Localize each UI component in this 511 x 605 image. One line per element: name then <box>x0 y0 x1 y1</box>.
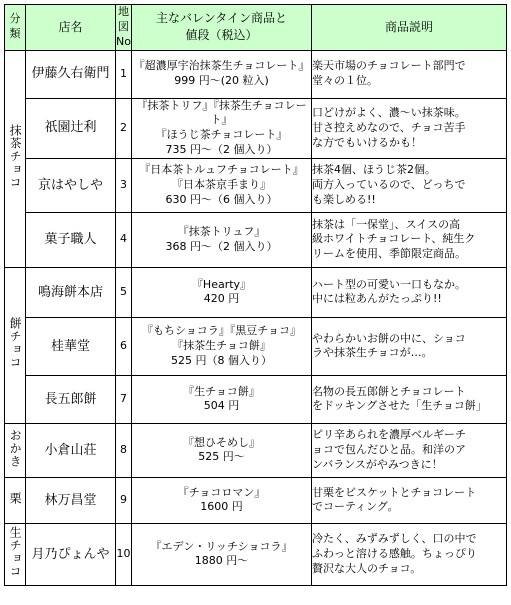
valentine-shop-table <box>4 4 507 586</box>
map-number: 6 <box>116 317 132 375</box>
header-row <box>5 5 507 51</box>
header-category: 分 類 <box>5 5 26 51</box>
table-row <box>5 98 507 158</box>
map-number: 4 <box>116 212 132 267</box>
map-number: 8 <box>116 423 132 477</box>
table-row <box>5 158 507 212</box>
product-cell: 『抹茶トリフ』『抹茶生チョコレート』 『ほうじ茶チョコレート』 735 円〜（2 個入り） <box>132 98 312 158</box>
category-okaki: おかき <box>5 423 26 477</box>
header-description: 商品説明 <box>312 5 507 51</box>
description-cell: 楽天市場のチョコレート部門で 堂々の１位。 <box>312 50 507 98</box>
shop-name: 長五郎餅 <box>26 375 116 423</box>
product-cell: 『エデン・リッチショコラ』 1880 円〜 <box>132 523 312 585</box>
description-cell: 口どけがよく、濃〜い抹茶味。 甘さ控えめなので、チョコ苦手 な方でもいけるかも！ <box>312 98 507 158</box>
description-cell: 抹茶4個、ほうじ茶2個。 両方入っているので、どっちで も楽しめる!! <box>312 158 507 212</box>
table-row <box>5 477 507 523</box>
product-cell: 『抹茶トリュフ』 368 円〜（2 個入り） <box>132 212 312 267</box>
shop-name: 林万昌堂 <box>26 477 116 523</box>
category-nama-choco: 生チョコ <box>5 523 26 585</box>
product-cell: 『チョコロマン』 1600 円 <box>132 477 312 523</box>
table-row <box>5 523 507 585</box>
shop-name: 祇園辻利 <box>26 98 116 158</box>
header-product: 主なバレンタイン商品と 値段（税込） <box>132 5 312 51</box>
category-kuri: 栗 <box>5 477 26 523</box>
table-row <box>5 212 507 267</box>
description-cell: 抹茶は「一保堂」、スイスの高 級ホワイトチョコレート、純生ク リームを使用、季節限定商品。 <box>312 212 507 267</box>
shop-name: 鳴海餅本店 <box>26 267 116 317</box>
table-row <box>5 423 507 477</box>
table-row <box>5 375 507 423</box>
map-number: 5 <box>116 267 132 317</box>
map-number: 1 <box>116 50 132 98</box>
table-row <box>5 50 507 98</box>
description-cell: 名物の長五郎餅とチョコレート をドッキングさせた「生チョコ餅」 <box>312 375 507 423</box>
product-cell: 『想ひそめし』 525 円〜 <box>132 423 312 477</box>
map-number: 9 <box>116 477 132 523</box>
description-cell: ピリ辛あられを濃厚ベルギーチ ョコで包んだひと品。和洋のア ンバランスがやみつきに！ <box>312 423 507 477</box>
product-cell: 『生チョコ餅』 504 円 <box>132 375 312 423</box>
description-cell: 甘栗をビスケットとチョコレート でコーティング。 <box>312 477 507 523</box>
product-cell: 『Hearty』 420 円 <box>132 267 312 317</box>
table-row <box>5 267 507 317</box>
product-cell: 『超濃厚宇治抹茶生チョコレート』 999 円〜(20 粒入) <box>132 50 312 98</box>
category-matcha: 抹茶チョコ <box>5 50 26 267</box>
header-map-no: 地 図 No <box>116 5 132 51</box>
map-number: 3 <box>116 158 132 212</box>
shop-name: 桂華堂 <box>26 317 116 375</box>
shop-name: 菓子職人 <box>26 212 116 267</box>
map-number: 2 <box>116 98 132 158</box>
description-cell: 冷たく、みずみずしく、口の中で ふわっと溶ける感触。ちょっぴり 贅沢な大人のチョコ。 <box>312 523 507 585</box>
shop-name: 小倉山荘 <box>26 423 116 477</box>
category-mochi: 餅チョコ <box>5 267 26 423</box>
shop-name: 月乃ぴょんや <box>26 523 116 585</box>
product-cell: 『日本茶トルュフチョコレート』 『日本茶京手まり』 630 円〜（6 個入り） <box>132 158 312 212</box>
description-cell: ハート型の可愛い一口もなか。 中には粒あんがたっぷり!! <box>312 267 507 317</box>
description-cell: やわらかいお餅の中に、ショコ ラや抹茶生チョコが…。 <box>312 317 507 375</box>
shop-name: 京はやしや <box>26 158 116 212</box>
shop-name: 伊藤久右衛門 <box>26 50 116 98</box>
map-number: 7 <box>116 375 132 423</box>
header-shop: 店名 <box>26 5 116 51</box>
product-cell: 『もちショコラ』『黒豆チョコ』 『抹茶生チョコ餅』 525 円（8 個入り） <box>132 317 312 375</box>
map-number: 10 <box>116 523 132 585</box>
table-row <box>5 317 507 375</box>
